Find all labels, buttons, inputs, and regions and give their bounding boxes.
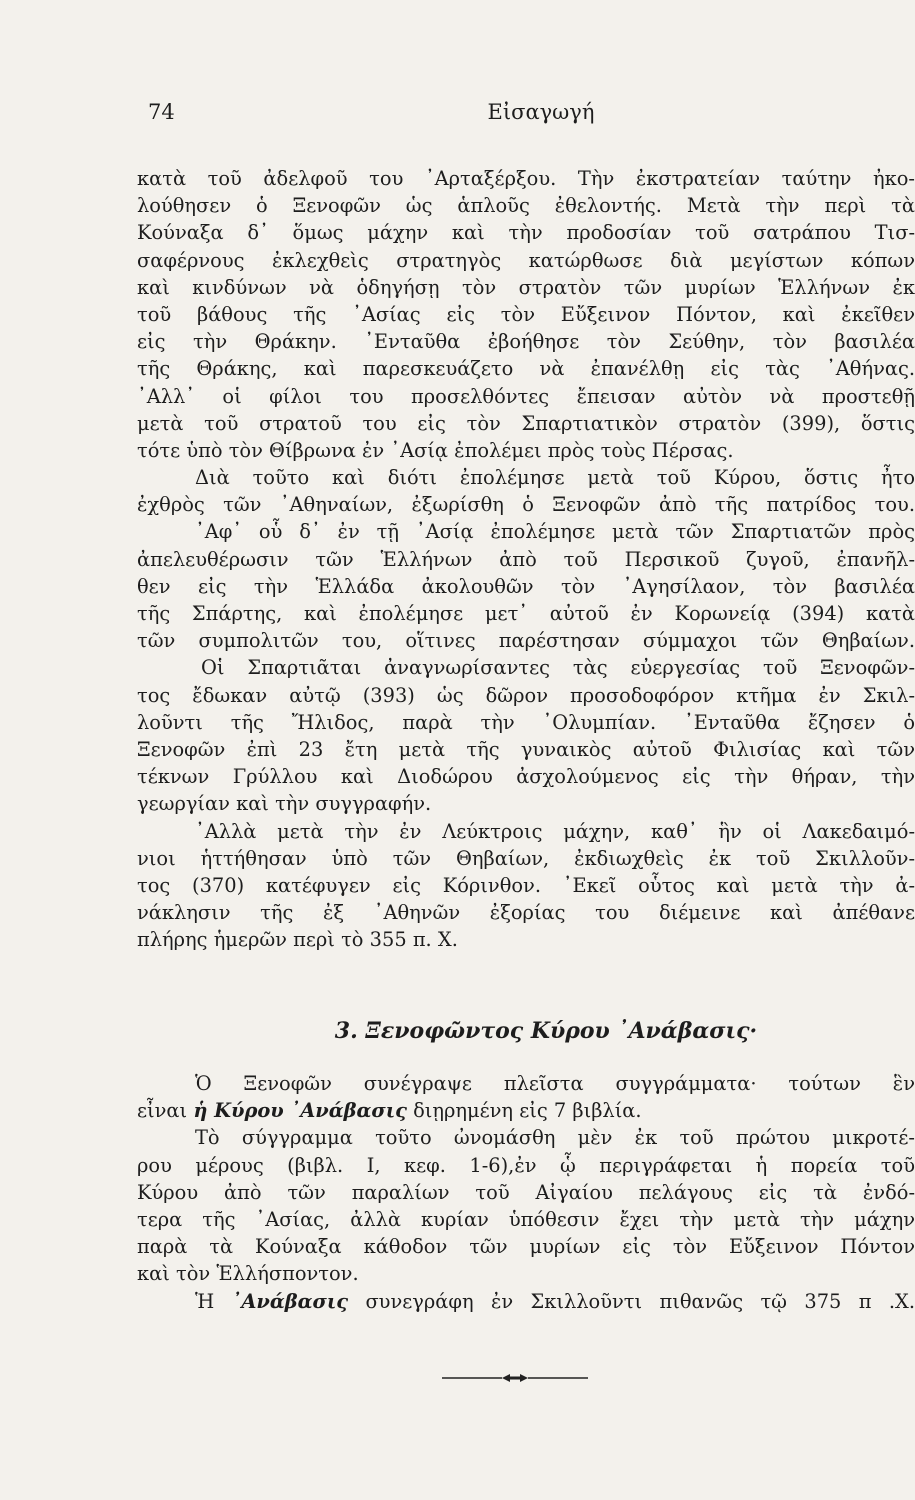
book-title: ᾿Ανάβασις	[231, 1289, 349, 1313]
text-line: Ξενοφῶν ἐπὶ 23 ἔτη μετὰ τῆς γυναικὸς αὐτοῦ Φιλισίας καὶ τῶν	[137, 737, 915, 761]
text-line: Διὰ τοῦτο καὶ διότι ἐπολέμησε μετὰ τοῦ Κύρου, ὅστις ἦτο	[195, 466, 915, 490]
page-header	[148, 100, 878, 136]
text-line: πλήρης ἡμερῶν περὶ τὸ 355 π. Χ.	[137, 928, 458, 952]
text-line: τοῦ βάθους τῆς ᾿Ασίας εἰς τὸν Εὔξεινον Πόντον, καὶ ἐκεῖθεν	[137, 302, 915, 326]
text-line: καὶ κινδύνων νὰ ὁδηγήσῃ τὸν στρατὸν τῶν μυρίων Ἑλλήνων ἐκ	[137, 275, 915, 299]
text-line: τος ἔδωκαν αὐτῷ (393) ὡς δῶρον προσοδοφόρον κτῆμα ἐν Σκιλ-	[137, 683, 915, 707]
text-segment: εἶναι	[137, 1099, 188, 1123]
text-line: ἐχθρὸς τῶν ᾿Αθηναίων, ἐξωρίσθη ὁ Ξενοφῶν ἀπὸ τῆς πατρίδος του.	[137, 493, 915, 517]
text-line: τος (370) κατέφυγεν εἰς Κόρινθον. ᾿Εκεῖ οὗτος καὶ μετὰ τὴν ἀ-	[137, 873, 915, 897]
text-line: σαφέρνους ἐκλεχθεὶς στρατηγὸς κατώρθωσε διὰ μεγίστων κόπων	[137, 248, 915, 272]
text-segment: διῃρημένη εἰς 7 βιβλία.	[413, 1099, 642, 1123]
text-line: νάκλησιν τῆς ἐξ ᾿Αθηνῶν ἐξορίας του διέμεινε καὶ ἀπέθανε	[137, 901, 915, 925]
text-line: μετὰ τοῦ στρατοῦ του εἰς τὸν Σπαρτιατικὸν στρατὸν (399), ὅστις	[137, 411, 915, 435]
text-line: λούθησεν ὁ Ξενοφῶν ὡς ἁπλοῦς ἐθελοντής. Μετὰ τὴν περὶ τὰ	[137, 194, 915, 218]
section-heading: 3. Ξενοφῶντος Κύρου ᾿Ανάβασις·	[334, 1018, 758, 1044]
section-1-text	[137, 165, 915, 953]
text-line: θεν εἰς τὴν Ἑλλάδα ἀκολουθῶν τὸν ᾿Αγησίλαον, τὸν βασιλέα	[137, 574, 915, 598]
text-line: ρου μέρους (βιβλ. Ι, κεφ. 1-6),ἐν ᾧ περιγράφεται ἡ πορεία τοῦ	[137, 1153, 915, 1177]
text-line: Οἱ Σπαρτιᾶται ἀναγνωρίσαντες τὰς εὐεργεσίας τοῦ Ξενοφῶν-	[201, 656, 915, 680]
text-segment: συνεγράφη ἐν Σκιλλοῦντι πιθανῶς τῷ 375 π .Χ.	[365, 1289, 915, 1313]
text-line: τερα τῆς ᾿Ασίας, ἀλλὰ κυρίαν ὑπόθεσιν ἔχει τὴν μετὰ τὴν μάχην	[137, 1207, 915, 1231]
text-line: τέκνων Γρύλλου καὶ Διοδώρου ἀσχολούμενος εἰς τὴν θήραν, τὴν	[137, 765, 915, 789]
text-line: λοῦντι τῆς Ἤλιδος, παρὰ τὴν ᾿Ολυμπίαν. ᾿Ενταῦθα ἔζησεν ὁ	[137, 710, 915, 734]
text-line: ἀπελευθέρωσιν τῶν Ἑλλήνων ἀπὸ τοῦ Περσικοῦ ζυγοῦ, ἐπανῆλ-	[137, 547, 915, 571]
page-number: 74	[148, 100, 175, 124]
text-line: Κύρου ἀπὸ τῶν παραλίων τοῦ Αἰγαίου πελάγους εἰς τὰ ἐνδό-	[137, 1180, 915, 1204]
text-line: Ὁ Ξενοφῶν συνέγραψε πλεῖστα συγγράμματα· τούτων ἓν	[195, 1072, 915, 1095]
text-line: ᾿Αλλ᾿ οἱ φίλοι του προσελθόντες ἔπεισαν αὐτὸν νὰ προστεθῇ	[137, 384, 915, 408]
text-segment: Ἡ	[195, 1289, 215, 1313]
section-2-text	[137, 1070, 915, 1315]
text-line	[137, 1097, 915, 1124]
text-line: τῆς Θράκης, καὶ παρεσκευάζετο νὰ ἐπανέλθῃ εἰς τὰς ᾿Αθήνας.	[137, 357, 915, 381]
text-line: εἰς τὴν Θράκην. ᾿Ενταῦθα ἐβοήθησε τὸν Σεύθην, τὸν βασιλέα	[137, 330, 915, 354]
book-title: ἡ Κύρου ᾿Ανάβασις	[193, 1099, 407, 1123]
text-line: παρὰ τὰ Κούναξα κάθοδον τῶν μυρίων εἰς τὸν Εὔξεινον Πόντον	[137, 1235, 915, 1259]
text-line	[137, 1288, 915, 1315]
text-line: νιοι ἡττήθησαν ὑπὸ τῶν Θηβαίων, ἐκδιωχθεὶς ἐκ τοῦ Σκιλλοῦν-	[137, 846, 915, 870]
end-ornament	[440, 1372, 590, 1384]
text-line: Τὸ σύγγραμμα τοῦτο ὠνομάσθη μὲν ἐκ τοῦ πρώτου μικροτέ-	[195, 1126, 915, 1150]
running-title: Εἰσαγωγή	[487, 100, 595, 124]
text-line: Κούναξα δ᾿ ὅμως μάχην καὶ τὴν προδοσίαν τοῦ σατράπου Τισ-	[137, 221, 915, 245]
text-line: γεωργίαν καὶ τὴν συγγραφήν.	[137, 792, 432, 816]
text-line: τῆς Σπάρτης, καὶ ἐπολέμησε μετ᾿ αὐτοῦ ἐν Κορωνείᾳ (394) κατὰ	[137, 602, 915, 625]
text-line: τῶν συμπολιτῶν του, οἵτινες παρέστησαν σύμμαχοι τῶν Θηβαίων.	[137, 629, 915, 653]
text-line: κατὰ τοῦ ἀδελφοῦ του ᾿Αρταξέρξου. Τὴν ἐκστρατείαν ταύτην ἠκο-	[137, 167, 915, 190]
text-line: ᾿Αλλὰ μετὰ τὴν ἐν Λεύκτροις μάχην, καθ᾿ ἣν οἱ Λακεδαιμό-	[195, 819, 915, 843]
text-line: καὶ τὸν Ἑλλήσποντον.	[137, 1262, 359, 1286]
text-line: ᾿Αφ᾿ οὗ δ᾿ ἐν τῇ ᾿Ασίᾳ ἐπολέμησε μετὰ τῶν Σπαρτιατῶν πρὸς	[195, 520, 915, 544]
text-line: τότε ὑπὸ τὸν Θίβρωνα ἐν ᾿Ασίᾳ ἐπολέμει πρὸς τοὺς Πέρσας.	[137, 438, 734, 462]
